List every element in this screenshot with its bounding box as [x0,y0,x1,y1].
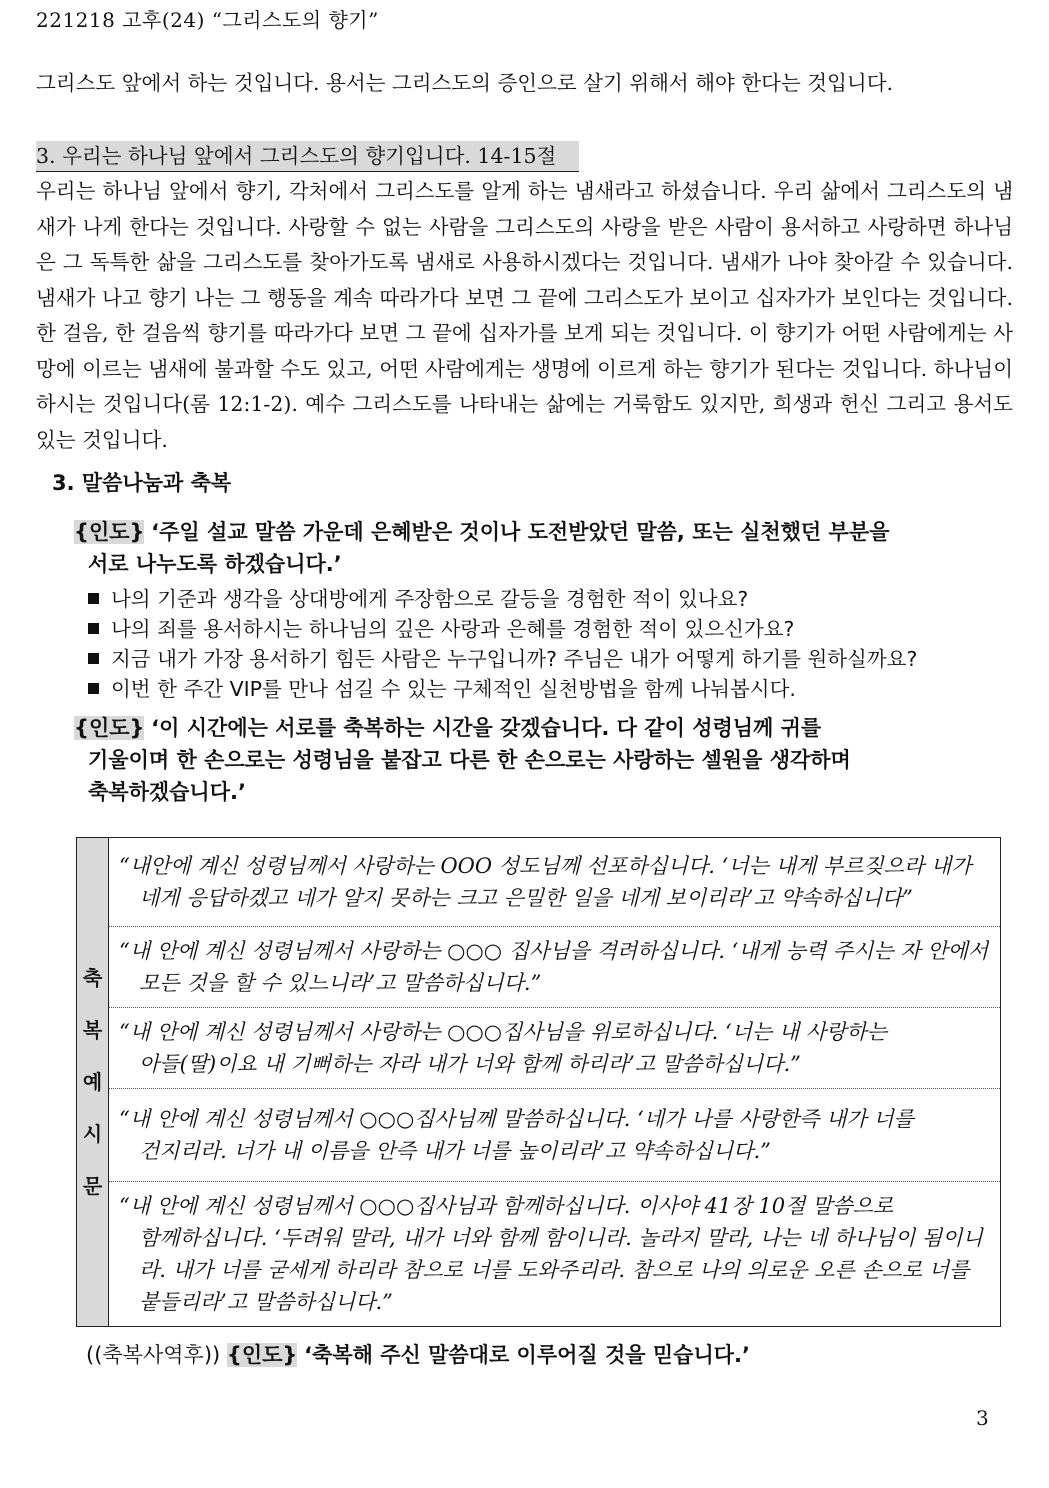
leader-tag: {인도} [74,520,145,544]
blessing-text: “내 안에 계신 성령님께서 ○○○집사님과 함께하십니다. 이사야 41장 10절 말씀으로 [119,1194,894,1218]
blessing-example [109,1008,1001,1089]
question-text: 나의 기준과 생각을 상대방에게 주장함으로 갈등을 경험한 적이 있나요? [111,587,749,611]
leader-prompt-blessing [74,712,999,808]
closing-prefix: ((축복사역후)) [86,1343,221,1367]
list-item [88,644,1008,674]
leader-tag: {인도} [74,716,145,740]
page-number: 3 [976,1406,989,1430]
side-label-char: 문 [82,1174,103,1198]
question-list [88,584,1008,704]
blessing-text-cont: 건지리라. 너가 내 이름을 안즉 내가 너를 높이리라’고 약속하십니다.” [139,1139,771,1163]
blessing-text-cont: 네게 응답하겠고 네가 알지 못하는 크고 은밀한 일을 네게 보이리라’고 약속하십니다” [139,886,913,910]
blessing-text: “내 안에 계신 성령님께서 ○○○집사님께 말씀하십니다. ‘네가 나를 사랑한즉 내가 너를 [119,1107,914,1131]
blessing-text-cont: 모든 것을 할 수 있느니라’고 말씀하십니다.” [139,971,542,995]
document-header: 221218 고후(24) “그리스도의 향기” [36,8,379,32]
question-text: 이번 한 주간 VIP를 만나 섬길 수 있는 구체적인 실천방법을 함께 나눠봅시다. [111,677,796,701]
square-bullet-icon [88,593,99,604]
blessing-text: “내 안에 계신 성령님께서 사랑하는 ○○○ 집사님을 격려하십니다. ‘내게 능력 주시는 자 안에서 [119,939,989,963]
square-bullet-icon [88,653,99,664]
question-text: 지금 내가 가장 용서하기 힘든 사람은 누구입니까? 주님은 내가 어떻게 하기를 원하실까요? [111,647,918,671]
leader-prompt-text-cont: 기울이며 한 손으로는 성령님을 붙잡고 다른 한 손으로는 사랑하는 셀원을 생각하며 [88,748,851,772]
blessing-text: “내 안에 계신 성령님께서 사랑하는 ○○○집사님을 위로하십니다. ‘너는 내 사랑하는 [119,1020,887,1044]
paragraph-fragrance: 우리는 하나님 앞에서 향기, 각처에서 그리스도를 알게 하는 냄새라고 하셨습니다. 우리 삶에서 그리스도의 냄새가 나게 한다는 것입니다. 사랑할 수 없는 사람을 그리스도의 사랑을 받은 사람이 용서하고 사랑하면 하나님은 그 독특한 삶을 그리스도를 찾아가도록 냄새로 사용하시겠다는 것입니다. 냄새가 나야 찾아갈 수 있습니다. 냄새가 나고 향기 나는 그 행동을 계속 따라가다 보면 그 끝에 그리스도가 보이고 십자가가 보인다는 것입니다. 한 걸음, 한 걸음씩 향기를 따라가다 보면 그 끝에 십자가를 보게 되는 것입니다. 이 향기가 어떤 사람에게는 사망에 이르는 냄새에 불과할 수도 있고, 어떤 사람에게는 생명에 이르게 하는 향기가 된다는 것입니다. 하나님이 하시는 것입니다(롬 12:1-2). 예수 그리스도를 나타내는 삶에는 거룩함도 있지만, 희생과 헌신 그리고 용서도 있는 것입니다. [36,179,1013,452]
side-label-char: 예 [82,1070,103,1094]
sharing-heading: 3. 말씀나눔과 축복 [52,471,232,495]
leader-prompt-text-cont: 축복하겠습니다.’ [88,780,246,804]
blessing-example [109,927,1001,1008]
list-item [88,674,1008,704]
question-text: 나의 죄를 용서하시는 하나님의 깊은 사랑과 은혜를 경험한 적이 있으신가요? [111,617,795,641]
square-bullet-icon [88,683,99,694]
square-bullet-icon [88,623,99,634]
table-row [77,838,1001,927]
leader-prompt-text: ‘이 시간에는 서로를 축복하는 시간을 갖겠습니다. 다 같이 성령님께 귀를 [151,716,822,740]
blessing-example [109,838,1001,927]
side-label-char: 시 [82,1122,103,1146]
leader-tag: {인도} [226,1343,298,1367]
side-label-char: 축 [82,966,103,990]
table-row [77,1182,1001,1327]
side-label-char: 복 [82,1018,103,1042]
blessing-text-cont: 아들(딸)이요 내 기뻐하는 자라 내가 너와 함께 하리라’고 말씀하십니다.” [139,1052,801,1076]
blessing-example [109,1089,1001,1182]
closing-quote: ‘축복해 주신 말씀대로 이루어질 것을 믿습니다.’ [304,1343,750,1367]
closing-prompt [86,1338,750,1372]
list-item [88,614,1008,644]
blessing-examples-table [76,837,1001,1327]
leader-prompt-sharing [74,516,999,580]
blessing-example [109,1182,1001,1327]
table-row [77,1089,1001,1182]
list-item [88,584,1008,614]
leader-prompt-text-cont: 서로 나누도록 하겠습니다.’ [88,552,342,576]
table-row [77,927,1001,1008]
blessing-text-cont: 함께하십니다. ‘두려워 말라, 내가 너와 함께 함이니라. 놀라지 말라, 나는 네 하나님이 됨이니라. 내가 너를 굳세게 하리라 참으로 너를 도와주리라. 참으로 나의 의로운 오른 손으로 너를 붙들리라’고 말씀하십니다.” [139,1226,983,1314]
table-row [77,1008,1001,1089]
leader-prompt-text: ‘주일 설교 말씀 가운데 은혜받은 것이나 도전받았던 말씀, 또는 실천했던 부분을 [151,520,890,544]
blessing-text: “내안에 계신 성령님께서 사랑하는 OOO 성도님께 선포하십니다. ‘너는 내게 부르짖으라 내가 [119,854,972,878]
section-heading-3: 3. 우리는 하나님 앞에서 그리스도의 향기입니다. 14-15절 [36,141,579,172]
blessing-side-label [77,838,109,1327]
paragraph-forgiveness: 그리스도 앞에서 하는 것입니다. 용서는 그리스도의 증인으로 살기 위해서 해야 한다는 것입니다. [36,71,894,95]
